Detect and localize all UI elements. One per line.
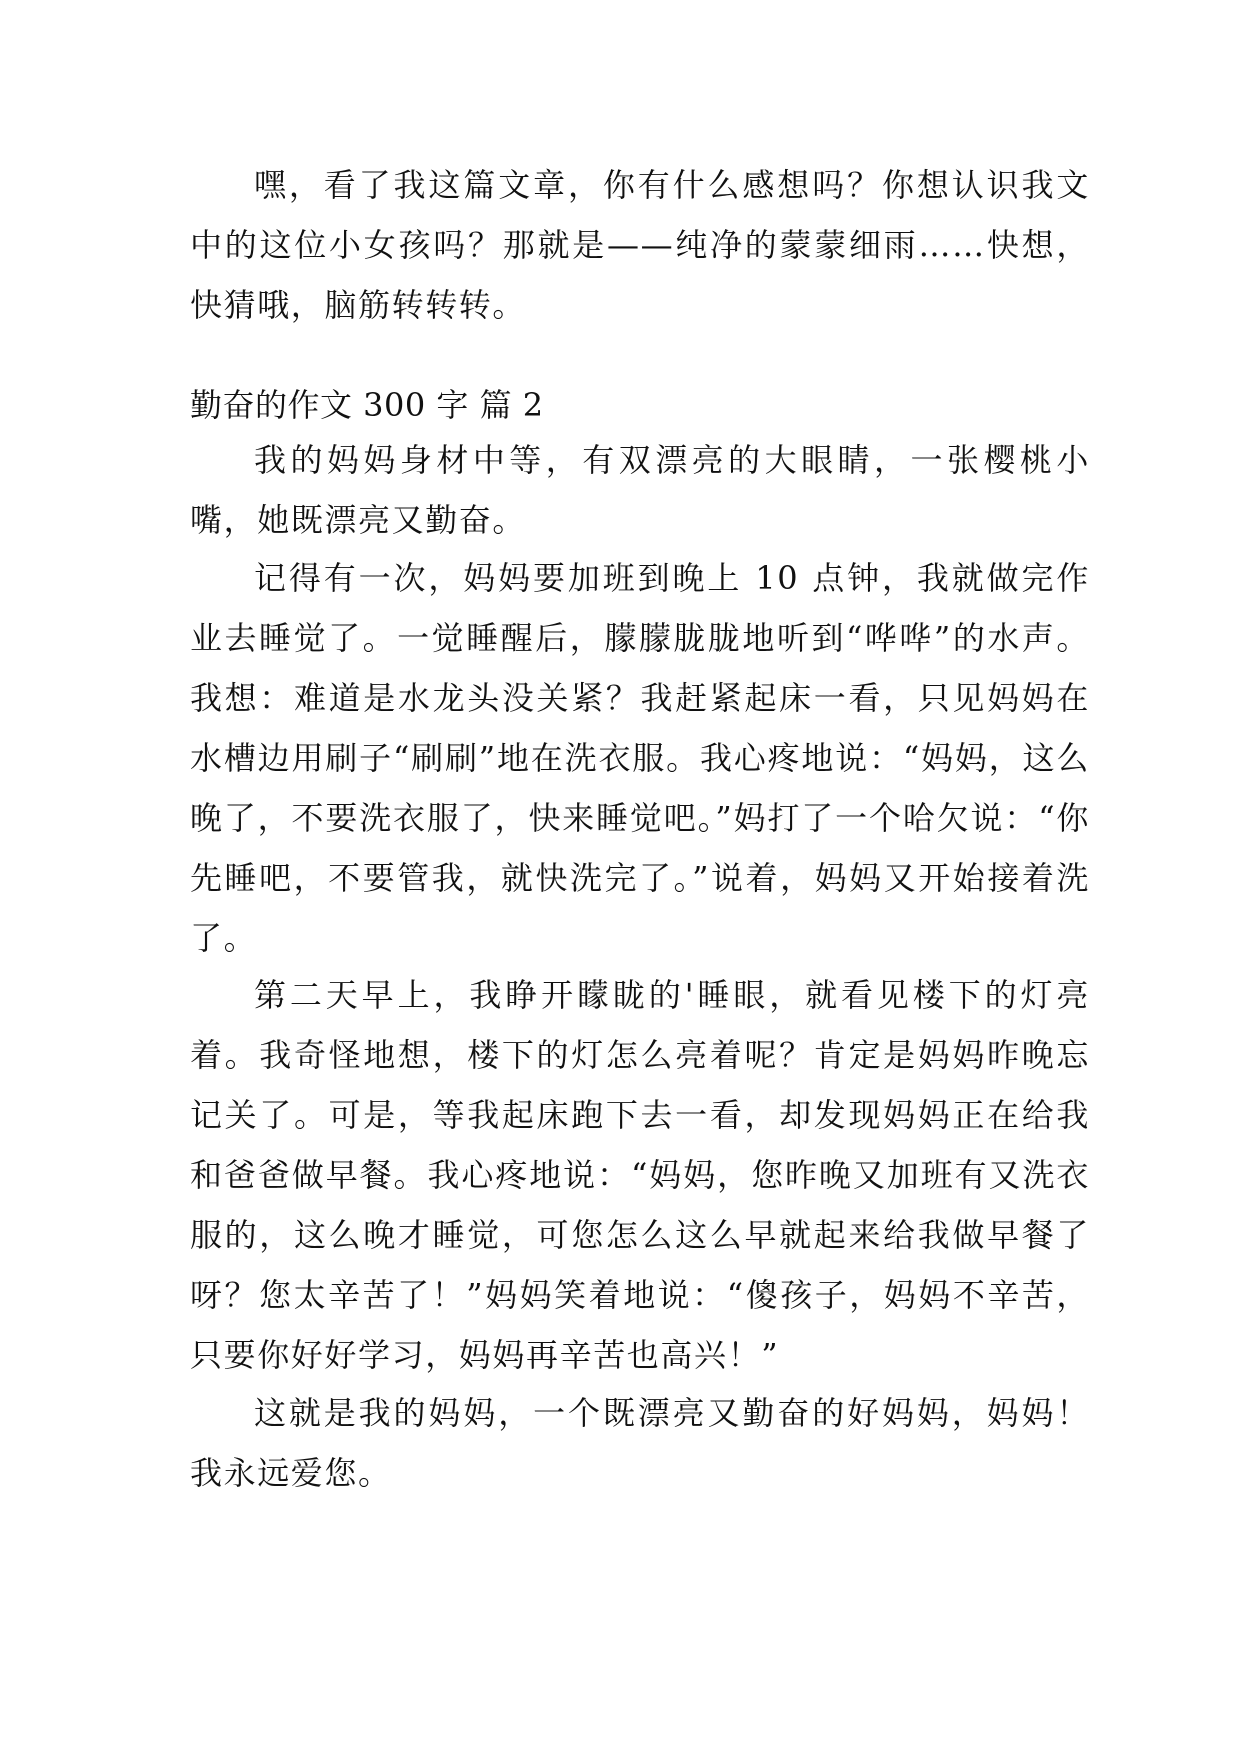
paragraph-3: 第二天早上，我睁开矇眬的'睡眼，就看见楼下的灯亮着。我奇怪地想，楼下的灯怎么亮着呢？肯定是妈妈昨晚忘记关了。可是，等我起床跑下去一看，却发现妈妈正在给我和爸爸做早餐。我心疼地说：“妈妈，您昨晚又加班有又洗衣服的，这么晚才睡觉，可您怎么这么早就起来给我做早餐了呀？您太辛苦了！”妈妈笑着地说：“傻孩子，妈妈不辛苦，只要你好好学习，妈妈再辛苦也高兴！” [190, 976, 1090, 1374]
paragraph-4: 这就是我的妈妈，一个既漂亮又勤奋的好妈妈，妈妈！我永远爱您。 [190, 1394, 1090, 1492]
intro-paragraph: 嘿，看了我这篇文章，你有什么感想吗？你想认识我文中的这位小女孩吗？那就是——纯净的蒙蒙细雨……快想，快猜哦，脑筋转转转。 [190, 166, 1090, 324]
section-heading: 勤奋的作文 300 字 篇 2 [190, 386, 544, 424]
paragraph-2: 记得有一次，妈妈要加班到晚上 10 点钟，我就做完作业去睡觉了。一觉睡醒后，朦朦胧胧地听到“哗哗”的水声。我想：难道是水龙头没关紧？我赶紧起床一看，只见妈妈在水槽边用刷子“刷刷”地在洗衣服。我心疼地说：“妈妈，这么晚了，不要洗衣服了，快来睡觉吧。”妈打了一个哈欠说：“你先睡吧，不要管我，就快洗完了。”说着，妈妈又开始接着洗了。 [190, 559, 1090, 957]
paragraph-1: 我的妈妈身材中等，有双漂亮的大眼睛，一张樱桃小嘴，她既漂亮又勤奋。 [190, 441, 1090, 539]
